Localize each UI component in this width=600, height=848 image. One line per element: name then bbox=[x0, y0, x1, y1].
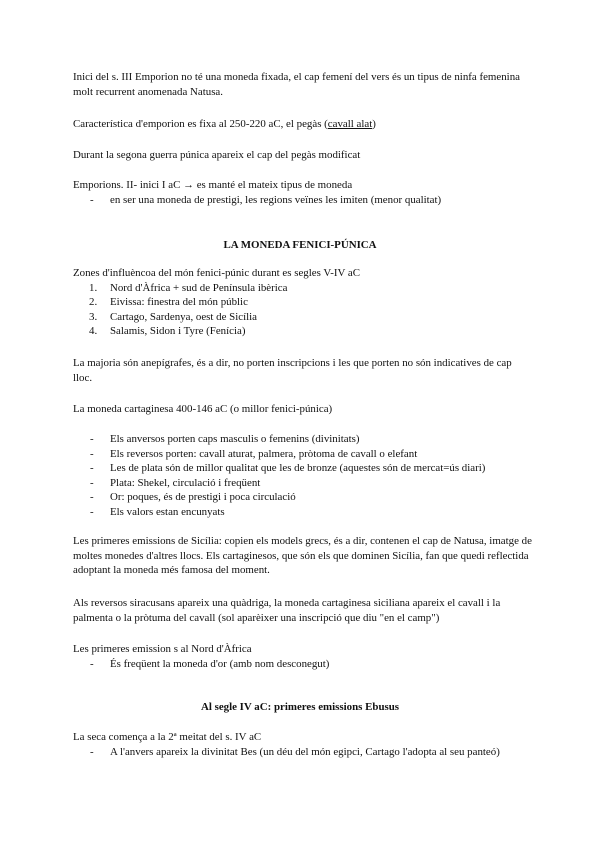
section-nord-africa bbox=[73, 642, 533, 671]
list-item-text: Les de plata són de millor qualitat que les de bronze (aquestes són de mercat=ús diari) bbox=[110, 462, 486, 475]
list-item-text: Plata: Shekel, circulació i freqüent bbox=[110, 476, 261, 489]
paragraph-seca: La seca comença a la 2ª meitat del s. IV aC bbox=[73, 731, 262, 743]
list-item-text: És freqüent la moneda d'or (amb nom desconegut) bbox=[110, 657, 330, 670]
emporions-list bbox=[73, 193, 533, 208]
heading-moneda-fenici-punica: LA MONEDA FENICI-PÚNICA bbox=[223, 239, 377, 251]
list-item-text: Salamis, Sidon i Tyre (Fenícia) bbox=[110, 325, 246, 338]
list-item-text: Els reversos porten: cavall aturat, palmera, pròtoma de cavall o elefant bbox=[110, 447, 418, 460]
list-item bbox=[73, 490, 533, 505]
list-item-text: Or: poques, és de prestigi i poca circulació bbox=[110, 491, 296, 504]
paragraph-nord-africa: Les primeres emission s al Nord d'Àfrica bbox=[73, 643, 252, 655]
paragraph-anepigrafes: La majoria són anepígrafes, és a dir, no porten inscripcions i les que porten no són indicatives de cap lloc. bbox=[73, 357, 512, 384]
list-item bbox=[73, 745, 533, 760]
underlined-term-cavall-alat: cavall alat bbox=[327, 118, 373, 130]
dash-marker: - bbox=[90, 193, 94, 206]
paragraph-emporion-pegas-end: ) bbox=[372, 118, 376, 130]
list-item bbox=[73, 476, 533, 491]
list-item bbox=[73, 193, 533, 208]
list-item bbox=[73, 461, 533, 476]
paragraph-zones-influencia: Zones d'influèncoa del món fenici-púnic durant es segles V-IV aC bbox=[73, 267, 360, 279]
paragraph-emporion-intro: Inici del s. III Emporion no té una moneda fixada, el cap femení del vers és un tipus de ninfa femenina molt recurrent anomenada Natusa. bbox=[73, 71, 520, 98]
cartaginesa-list bbox=[73, 432, 533, 520]
paragraph-emporion-pegas-text: Característica d'emporion es fixa al 250-220 aC, el pegàs ( bbox=[73, 118, 328, 130]
list-item-text: A l'anvers apareix la divinitat Bes (un déu del món egipci, Cartago l'adopta al seu panteó) bbox=[110, 745, 500, 758]
paragraph-reversos-siracusans: Als reversos siracusans apareix una quàdriga, la moneda cartaginesa siciliana apareix el cavall i la palmenta o la pròtuma del cavall (sol aparèixer una inscripció que diu "en el camp") bbox=[73, 597, 501, 624]
section-seca bbox=[73, 730, 533, 759]
paragraph-emporion-pegas bbox=[73, 117, 533, 132]
list-item-text: Els valors estan encunyats bbox=[110, 505, 225, 518]
dash-marker: - bbox=[90, 433, 94, 445]
list-item-text: Els anversos porten caps masculis o femenins (divinitats) bbox=[110, 433, 360, 445]
list-item-text: en ser una moneda de prestigi, les regions veïnes les imiten (menor qualitat) bbox=[110, 193, 442, 206]
list-item bbox=[73, 281, 533, 296]
list-number: 1. bbox=[89, 281, 98, 294]
list-item bbox=[73, 505, 533, 520]
list-item-text: Eivissa: finestra del món públic bbox=[110, 296, 248, 309]
section-emporions bbox=[73, 178, 533, 207]
section-zones bbox=[73, 266, 533, 339]
nord-africa-list bbox=[73, 657, 533, 672]
list-item bbox=[73, 295, 533, 310]
list-item bbox=[73, 447, 533, 462]
dash-marker: - bbox=[90, 491, 94, 504]
paragraph-guerra-punica: Durant la segona guerra púnica apareix el cap del pegàs modificat bbox=[73, 149, 361, 161]
zones-list bbox=[73, 281, 533, 339]
list-number: 2. bbox=[89, 296, 98, 309]
list-item bbox=[73, 432, 533, 447]
dash-marker: - bbox=[90, 476, 94, 489]
paragraph-primeres-emissions-sicilia: Les primeres emissions de Sicília: copien els models grecs, és a dir, contenen el cap de Natusa, imatge de moltes monedes d'altres llocs. Els cartaginesos, que són els que dominen Sicília, fan que quedi reflectida adoptant la moneda més famosa del moment. bbox=[73, 535, 532, 577]
paragraph-emporions: Emporions. II- inici I aC → es manté el mateix tipus de moneda bbox=[73, 179, 353, 191]
paragraph-moneda-cartaginesa: La moneda cartaginesa 400-146 aC (o millor fenici-púnica) bbox=[73, 403, 333, 415]
list-number: 3. bbox=[89, 310, 98, 323]
list-item-text: Cartago, Sardenya, oest de Sicília bbox=[110, 310, 257, 323]
dash-marker: - bbox=[90, 447, 94, 460]
dash-marker: - bbox=[90, 462, 94, 475]
list-item bbox=[73, 324, 533, 339]
dash-marker: - bbox=[90, 657, 94, 670]
heading-segle-iv-ebusus: Al segle IV aC: primeres emissions Ebusus bbox=[200, 701, 400, 713]
list-item bbox=[73, 657, 533, 672]
dash-marker: - bbox=[90, 505, 94, 518]
list-number: 4. bbox=[89, 325, 98, 338]
list-item-text: Nord d'Àfrica + sud de Península ibèrica bbox=[110, 281, 288, 294]
dash-marker: - bbox=[90, 745, 94, 758]
list-item bbox=[73, 310, 533, 325]
seca-list bbox=[73, 745, 533, 760]
